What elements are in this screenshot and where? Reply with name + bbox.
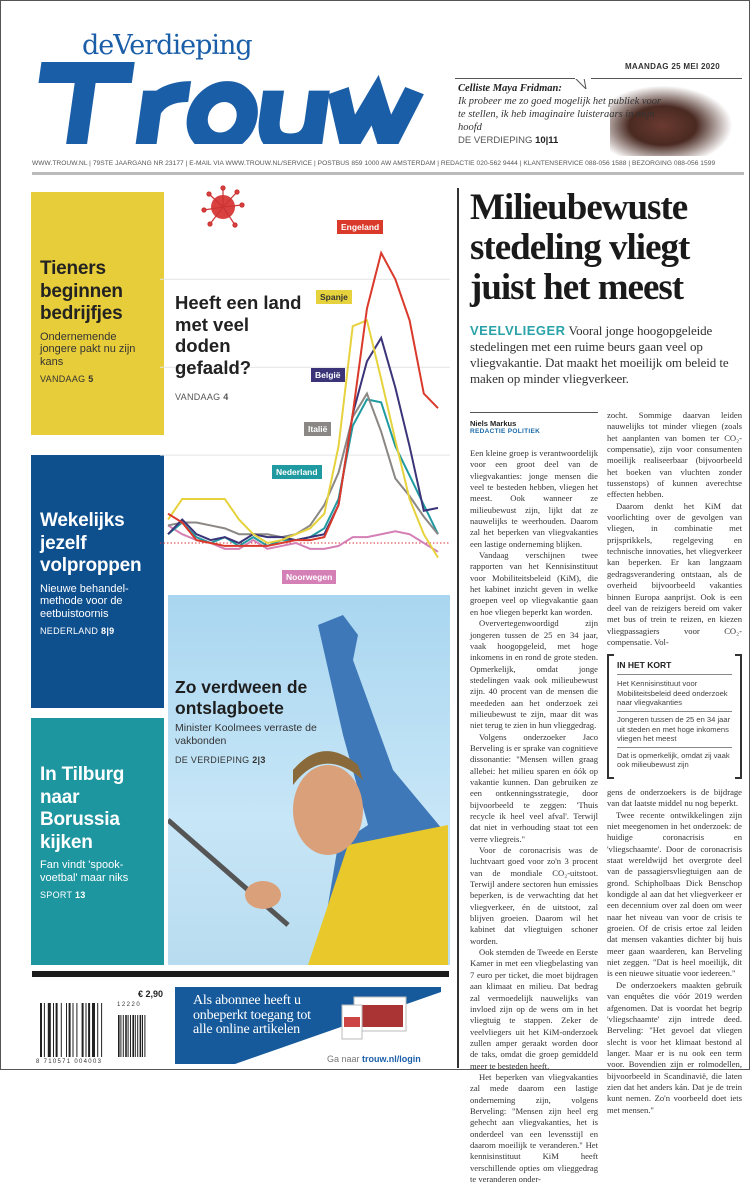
quote-ref: DE VERDIEPING 10|11 (458, 135, 559, 146)
article-column-2-bottom (607, 787, 742, 1116)
barcode-bar (66, 1003, 67, 1057)
barcode-bar (118, 1015, 120, 1057)
photo-story-title[interactable]: Zo verdween de ontslagboete (175, 677, 308, 718)
barcode-bar (135, 1015, 136, 1057)
barcode-bar (101, 1003, 102, 1057)
teaser-ref: NEDERLAND 8|9 (40, 626, 115, 636)
issue-date: MAANDAG 25 MEI 2020 (624, 62, 720, 71)
teaser-tieners[interactable] (31, 192, 164, 435)
article-column-1-wrap (470, 412, 598, 1185)
price: € 2,90 (138, 989, 164, 999)
article-headline[interactable]: Milieubewuste stedeling vliegt juist het meest (470, 187, 690, 308)
quote-text: Ik probeer me zo goed mogelijk het publiek voor te stellen, ik heb imaginaire luisteraars in mijn hoofd (458, 96, 662, 133)
desk: REDACTIE POLITIEK (470, 428, 541, 435)
logo-supertitle: deVerdieping (82, 30, 252, 61)
teaser-volproppen[interactable] (31, 455, 164, 708)
paragraph: Oververtegenwoordigd zijn jongeren tussen de 25 en 34 jaar, vaak hoogopgeleid, met hoge inkomens in en rond de grote steden. Opmerkelijk, omdat jonge stedelingen vaak ook milieubewust zijn. 40 procent van de mensen die meededen aan het onderzoek zei milieubewust te zijn, maar dit was niet terug te zien in hun vlieggedrag. (470, 618, 598, 731)
ontslagboete-photo[interactable] (168, 595, 450, 965)
graphic-ref: VANDAAG 4 (175, 392, 229, 402)
paragraph: Vandaag verschijnen twee rapporten van het Kennisinstituut voor Mobiliteitsbeleid (KiM), die het kabinet inzicht geven in welke groepen veel op vliegvakantie gaan en hoe vliegen beperkt kan worden. (470, 550, 598, 617)
barcode-bar (125, 1015, 127, 1057)
teaser-sub: Fan vindt 'spook-voetbal' maar niks (40, 859, 129, 884)
deaths-line-chart[interactable] (160, 180, 450, 590)
label-engeland: Engeland (337, 220, 383, 234)
barcode-bar (44, 1003, 45, 1057)
paragraph: Daarom denkt het KiM dat voorlichting over de gevolgen van vliegen, in combinatie met prijsprikkels, regelgeving en technische innovaties, het vliegverkeer kan beperken. Er kan langzaam gedragsverandering ontstaan, als de overheid bijvoorbeeld vakanties binnen Europa aanprijst. Ook is een deel van de reizigers bereid om vaker met bus of trein te reizen, en kiezen vliegpassagiers voor CO₂-compensatie. Vol- (607, 500, 742, 647)
barcode-bar (76, 1003, 77, 1057)
teaser-title: In Tilburg naar Borussia kijken (40, 764, 125, 853)
paragraph: gens de onderzoekers is de bijdrage van dat laatste middel nu nog beperkt. (607, 786, 742, 809)
barcode-bar (144, 1015, 145, 1057)
divider (455, 78, 742, 79)
quote-teaser[interactable] (458, 82, 663, 147)
column-divider (457, 188, 459, 1068)
teaser-ref: VANDAAG 5 (40, 374, 94, 384)
raised-fist-illustration (168, 595, 450, 965)
photo-story-ref: DE VERDIEPING 2|3 (175, 755, 266, 765)
barcode-addon: 12220 (117, 1002, 142, 1008)
paragraph: Volgens onderzoeker Jaco Berveling is er sprake van cognitieve dissonantie: "Mensen willen graag allebei: het milieu sparen en óók op vakantie kunnen. Dan gebruiken ze een ontkenningsstrategie, door bijvoorbeeld te zeggen: 'Thuis recycle ik heel veel afval'. Terwijl dat niet in verhouding staat tot een verre vliegreis." (470, 731, 598, 844)
author: Niels Markus (470, 419, 517, 428)
divider (32, 971, 449, 977)
paragraph: De onderzoekers maakten gebruik van enquêtes die vóór 2019 werden afgenomen. Dat is voordat het begrip 'vliegschaamte' zijn intrede deed. Berveling: "Het gevoel dat vliegen slecht is voor het klimaat bestond al langer. Maar er is nu ook een term voor. Bovendien zijn er rolmodellen, bijvoorbeeld in Scandinavië, die laten zien dat het anders kán. Dat je de trein kunt nemen. Zo'n voorbeeld doet iets met mensen." (607, 979, 742, 1115)
label-noorwegen: Noorwegen (282, 570, 336, 584)
box-title: IN HET KORT (617, 660, 732, 675)
box-item: Het Kennisinstituut voor Mobiliteitsbeleid deed onderzoek naar vliegvakanties (617, 679, 732, 712)
paragraph: Het beperken van vliegvakanties zal mede daarom een lastige onderneming zijn, volgens Berveling: "Mensen zijn heel erg gehecht aan vliegvakanties, het is onderdeel van een levensstijl en daarom moeilijk te veranderen." Het kennisinstituut KiM heeft verschillende opties om vlieggedrag te veranderen onder- (470, 1071, 598, 1184)
article-column-2-top (607, 410, 742, 648)
box-item: Dat is opmerkelijk, omdat zij vaak ook milieubewust zijn (617, 750, 730, 770)
paragraph: Voor de coronacrisis was de luchtvaart goed voor zo'n 3 procent van de mondiale CO₂-uitstoot. Terwijl andere sectoren hun emissies beperken, is de verwachting dat het vliegverkeer, én de uitstoot, zal blijven groeien. Daarom wil het kabinet dat vliegtuigen schoner worden. (470, 845, 598, 946)
teaser-sub: Nieuwe behandel-methode voor de eetbuistoornis (40, 582, 129, 620)
barcode-bar (123, 1015, 124, 1057)
barcode-bar (73, 1003, 74, 1057)
quote-speaker: Celliste Maya Fridman: (458, 83, 562, 94)
newspaper-logo[interactable] (30, 62, 430, 144)
ad-text: Als abonnee heeft u onbeperkt toegang tot alle online artikelen (193, 993, 311, 1037)
article-standfirst: VEELVLIEGER Vooral jonge hoogopgeleide stedelingen met een ruime beurs gaan veel op vliegvakantie. Dat maakt het moeilijk om beleid te maken op minder vliegverkeer. (470, 323, 729, 386)
teaser-sub: Ondernemende jongere pakt nu zijn kans (40, 330, 136, 368)
barcode-bar (97, 1003, 98, 1057)
in-het-kort-box (607, 654, 742, 779)
devices-icon (340, 995, 408, 1040)
ad-login-link[interactable]: Ga naar trouw.nl/login (327, 1054, 421, 1064)
photo-story-sub: Minister Koolmees verraste de vakbonden (175, 722, 317, 747)
barcode-bar (69, 1003, 71, 1057)
barcode-bar (137, 1015, 138, 1057)
barcode-number: 8 710571 004003 (36, 1059, 103, 1065)
barcode-bar (132, 1015, 134, 1057)
barcode (40, 1003, 148, 1057)
virus-icon (202, 186, 244, 227)
label-nederland: Nederland (272, 465, 322, 479)
barcode-bar (120, 1015, 121, 1057)
barcode-bar (56, 1003, 58, 1057)
label-belgie: België (311, 368, 345, 382)
teaser-ref: SPORT 13 (40, 890, 86, 900)
barcode-bar (82, 1003, 84, 1057)
paragraph: zocht. Sommige daarvan leiden nauwelijks tot minder vliegen (zoals het aanplanten van bomen ter CO₂-compensatie), zijn voor consumenten moeilijk realiseerbaar (bijvoorbeeld het boeken van vluchten zonder tussenstops) of kunnen averechtse effecten hebben. (607, 410, 742, 500)
barcode-bar (48, 1003, 51, 1057)
box-item: Jongeren tussen de 25 en 34 jaar uit steden en met hoge inkomens vliegen het meest (617, 715, 732, 748)
barcode-bar (86, 1003, 87, 1057)
info-line: WWW.TROUW.NL | 79STE JAARGANG NR 23177 | E-MAIL VIA WWW.TROUW.NL/SERVICE | POSTBUS 859 1000 AW AMSTERDAM | REDACTIE 020-562 9444 | KLANTENSERVICE 088-056 1588 | BEZORGING 088-056 1599 (32, 160, 716, 167)
teaser-title: Wekelijks jezelf volproppen (40, 510, 142, 576)
divider (32, 172, 744, 175)
article-column-1 (470, 448, 598, 1185)
paragraph: Een kleine groep is verantwoordelijk voor een groot deel van de vliegvakanties: jonge mensen die veel te besteden hebben, vliegen het meest. Ook wanneer ze milieubewust zijn, lijkt dat ze nauwelijks te weerhouden. Daarom zal het beperken van vliegvakanties een lastige onderneming blijken. (470, 448, 598, 549)
barcode-bar (142, 1015, 143, 1057)
label-spanje: Spanje (316, 290, 352, 304)
barcode-bar (88, 1003, 90, 1057)
barcode-bar (40, 1003, 42, 1057)
teaser-title: Tieners beginnen bedrijfjes (40, 258, 123, 324)
barcode-bar (53, 1003, 54, 1057)
barcode-bar (61, 1003, 62, 1057)
article-column-2-wrap (607, 410, 742, 1116)
teaser-tilburg[interactable] (31, 718, 164, 965)
barcode-bar (130, 1015, 131, 1057)
barcode-bar (92, 1003, 95, 1057)
barcode-bar (128, 1015, 129, 1057)
graphic-title[interactable]: Heeft een land met veel doden gefaald? (175, 292, 302, 378)
label-italie: Italië (304, 422, 331, 436)
barcode-bar (140, 1015, 142, 1057)
byline (470, 412, 598, 436)
paragraph: Twee recente ontwikkelingen zijn niet meegenomen in het onderzoek: de huidige coronacrisis en 'vliegschaamte'. Door de coronacrisis staat wereldwijd het overgrote deel van de passagiersvliegtuigen aan de grond. Schipholbaas Dick Benschop kondigde al aan dat het vliegverkeer er een decennium over zal doen om weer naar het niveau van voor de crisis te groeien. Of de crisis ertoe zal leiden dat mensen vakanties dichter bij huis meer gaan waarderen, kan Berveling niet zeggen. "Dat is heel moeilijk, dit is een nieuwe situatie voor iedereen." (607, 809, 742, 979)
paragraph: Ook stemden de Tweede en Eerste Kamer in met een vliegbelasting van 7 euro per ticket, die moet bijdragen aan klimaat en milieu. Dat bedrag zal vermoedelijk nauwelijks van invloed zijn op de wens om in het vliegtuig te stappen. Zeker de veelvliegers uit het KiM-onderzoek zullen amper geraakt worden door de taks, omdat die groep gemiddeld meer te besteden heeft. (470, 947, 598, 1071)
